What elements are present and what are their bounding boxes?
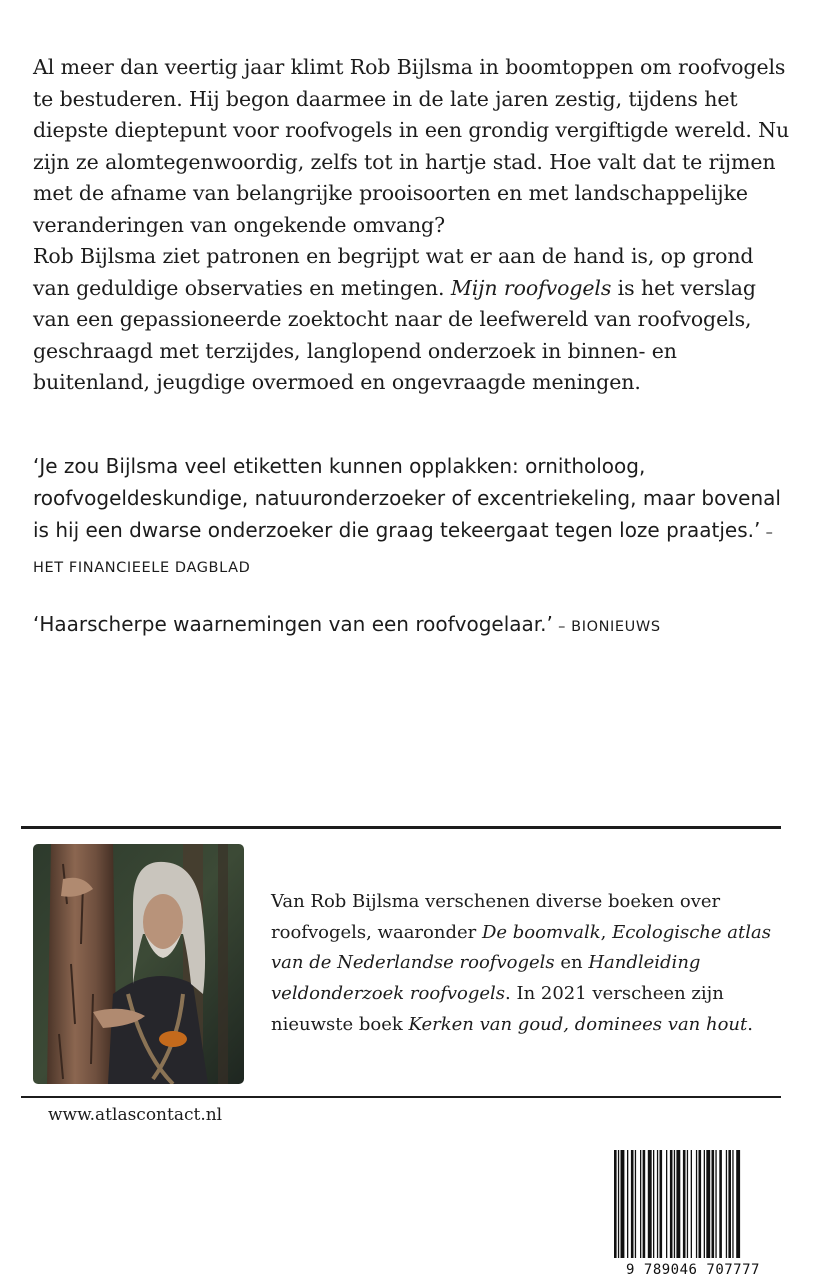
barcode-graphic <box>604 1150 782 1280</box>
barcode-bar <box>648 1150 652 1258</box>
barcode-bar <box>635 1150 636 1258</box>
quote-source: – BIONIEUWS <box>552 619 661 635</box>
quote-source: – HET FINANCIEELE DAGBLAD <box>33 525 774 576</box>
barcode-bar <box>621 1150 625 1258</box>
barcode-bar <box>736 1150 740 1258</box>
bio-text: . <box>747 1013 753 1035</box>
blurb-text: is het verslag van een gepassioneerde zoektocht naar de leefwereld van roofvogels, geschraagd met terzijdes, langlopend onderzoek in binnen- en buitenland, jeugdige overmoed en ongevraagde meningen. <box>33 275 756 394</box>
barcode-bar <box>687 1150 688 1258</box>
quote-text: ‘Haarscherpe waarnemingen van een roofvogelaar.’ <box>33 612 553 636</box>
blurb-paragraph-1: Al meer dan veertig jaar klimt Rob Bijlsma in boomtoppen om roofvogels te bestuderen. Hij begon daarmee in de late jaren zestig, tijdens het diepste dieptepunt voor roofvogels in een grondig vergiftigde wereld. Nu zijn ze alomtegenwoordig, zelfs tot in hartje stad. Hoe valt dat te rijmen met de afname van belangrijke prooisoorten en met landschappelijke veranderingen van ongekende omvang? <box>33 55 790 237</box>
author-bio-text <box>271 887 771 1041</box>
book-title: Handleiding veldonderzoek roofvogels <box>271 952 701 1005</box>
book-title: De boomvalk <box>481 921 601 943</box>
bio-text: . In 2021 verscheen zijn nieuwste boek <box>271 983 724 1035</box>
barcode-digits: 9 789046 707777 <box>626 1262 760 1278</box>
barcode-bar <box>627 1150 628 1258</box>
book-title: Mijn roofvogels <box>450 275 612 300</box>
barcode-bar <box>614 1150 617 1258</box>
barcode-bar <box>732 1150 733 1258</box>
bio-text: en <box>554 952 589 974</box>
press-quote <box>33 608 793 643</box>
barcode-bar <box>712 1150 715 1258</box>
barcode-bar <box>696 1150 697 1258</box>
barcode-bar <box>715 1150 716 1258</box>
press-quotes <box>33 450 793 667</box>
barcode-bar <box>670 1150 673 1258</box>
book-title: Ecologische atlas van de Nederlandse roofvogels <box>271 921 771 974</box>
barcode-bar <box>676 1150 680 1258</box>
publisher-website: www.atlascontact.nl <box>48 1105 223 1125</box>
barcode-bar <box>666 1150 667 1258</box>
divider <box>21 826 781 829</box>
barcode-bar <box>640 1150 641 1258</box>
barcode-bar <box>699 1150 702 1258</box>
blurb-text: Rob Bijlsma ziet patronen en begrijpt wat er aan de hand is, op grond van geduldige observaties en metingen. <box>33 244 754 300</box>
barcode-bar <box>704 1150 705 1258</box>
barcode-bar <box>728 1150 731 1258</box>
barcode-bar <box>683 1150 686 1258</box>
blurb-paragraph-2 <box>33 241 793 399</box>
barcode-bar <box>674 1150 675 1258</box>
barcode-bar <box>618 1150 619 1258</box>
barcode-bar <box>706 1150 710 1258</box>
barcode-bar <box>719 1150 722 1258</box>
barcode-bar <box>691 1150 692 1258</box>
barcode-bar <box>631 1150 634 1258</box>
barcode-bar <box>653 1150 654 1258</box>
bio-text: Van Rob Bijlsma verschenen diverse boeken over roofvogels, waaronder <box>271 891 721 943</box>
barcode-bar <box>643 1150 646 1258</box>
book-title: Kerken van goud, dominees van hout <box>408 1013 748 1035</box>
author-bio <box>271 887 771 1041</box>
author-photo <box>33 844 244 1084</box>
bio-text: , <box>600 921 613 943</box>
barcode-bar <box>726 1150 727 1258</box>
author-photo-image <box>33 844 244 1084</box>
barcode-bar <box>660 1150 663 1258</box>
divider <box>21 1096 781 1098</box>
isbn-barcode <box>604 1150 782 1280</box>
quote-text: ‘Je zou Bijlsma veel etiketten kunnen opplakken: ornitholoog, roofvogeldeskundige, natuuronderzoeker of excentriekeling, maar bovenal is hij een dwarse onderzoeker die graag tekeergaat tegen loze praatjes.’ <box>33 454 781 542</box>
back-cover-blurb <box>33 52 793 399</box>
barcode-bar <box>657 1150 658 1258</box>
press-quote <box>33 450 793 584</box>
